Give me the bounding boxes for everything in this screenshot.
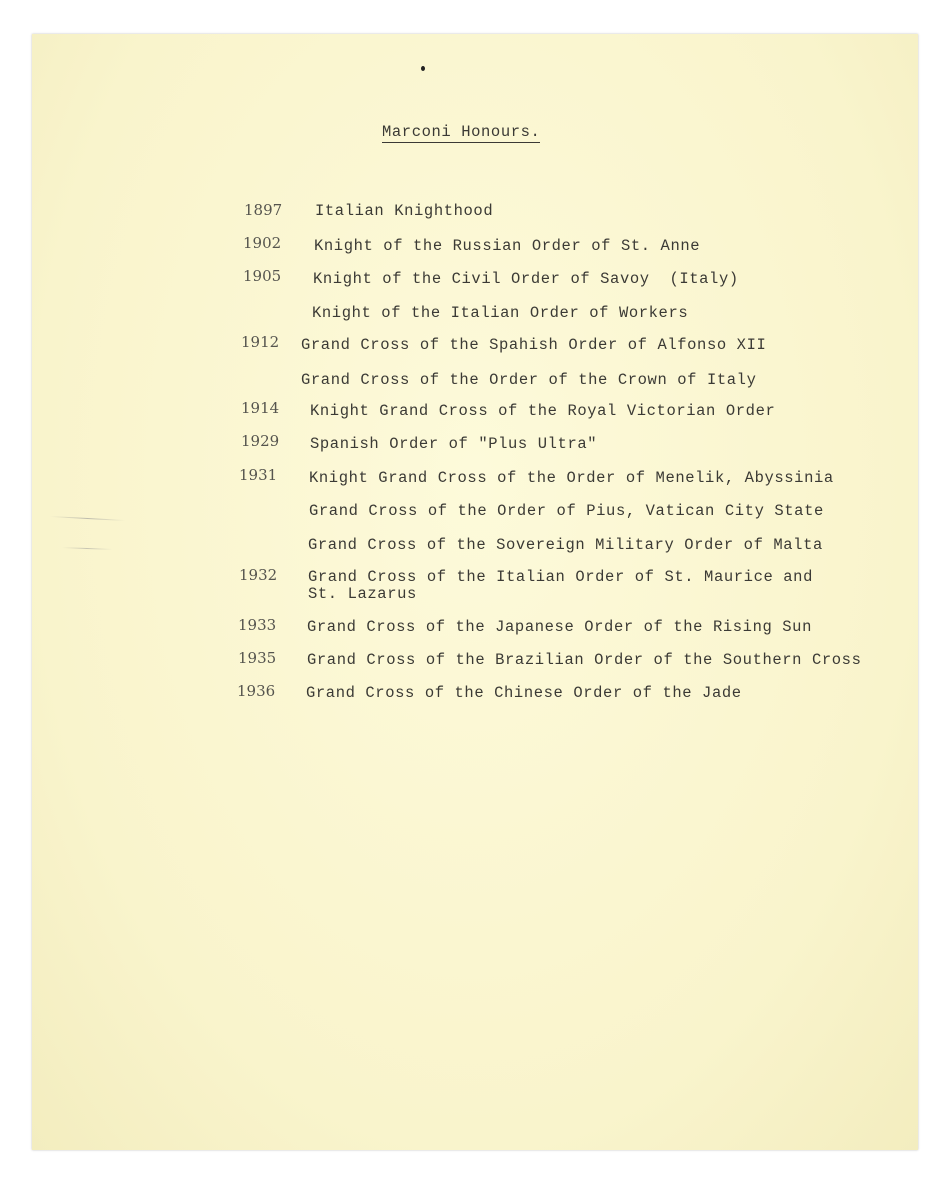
entry-text: Knight Grand Cross of the Order of Menelik, Abyssinia [309,469,834,487]
entry-text: Grand Cross of the Japanese Order of the Rising Sun [307,618,812,636]
entry-text: Grand Cross of the Brazilian Order of the Southern Cross [307,651,862,669]
entry-text: Knight Grand Cross of the Royal Victorian Order [310,402,776,420]
entry-text: Grand Cross of the Order of Pius, Vatican City State [309,502,824,520]
entry-year: 1932 [239,566,278,584]
entry-text: Grand Cross of the Spahish Order of Alfonso XII [301,336,767,354]
entry-year: 1929 [241,432,280,450]
entry-year: 1912 [241,333,280,351]
entry-text: Knight of the Civil Order of Savoy (Italy) [313,270,739,288]
ink-dot [421,66,425,71]
entry-text: Grand Cross of the Sovereign Military Order of Malta [308,536,823,554]
entry-text: Spanish Order of "Plus Ultra" [310,435,598,453]
entry-text: Grand Cross of the Order of the Crown of Italy [301,371,757,389]
entry-year: 1935 [238,649,277,667]
entry-text: Grand Cross of the Chinese Order of the Jade [306,684,742,702]
entry-text: Knight of the Italian Order of Workers [312,304,689,322]
entry-year: 1933 [238,616,277,634]
entry-year: 1914 [241,399,280,417]
entry-text: Knight of the Russian Order of St. Anne [314,237,701,255]
entry-text: Italian Knighthood [315,202,494,220]
document-title: Marconi Honours. [382,123,541,141]
entry-text: Grand Cross of the Italian Order of St. Maurice and St. Lazarus [308,568,813,603]
entry-year: 1902 [243,234,282,252]
entry-year: 1931 [239,466,278,484]
entry-year: 1905 [243,267,282,285]
entry-year: 1936 [237,682,276,700]
entry-year: 1897 [244,201,283,219]
